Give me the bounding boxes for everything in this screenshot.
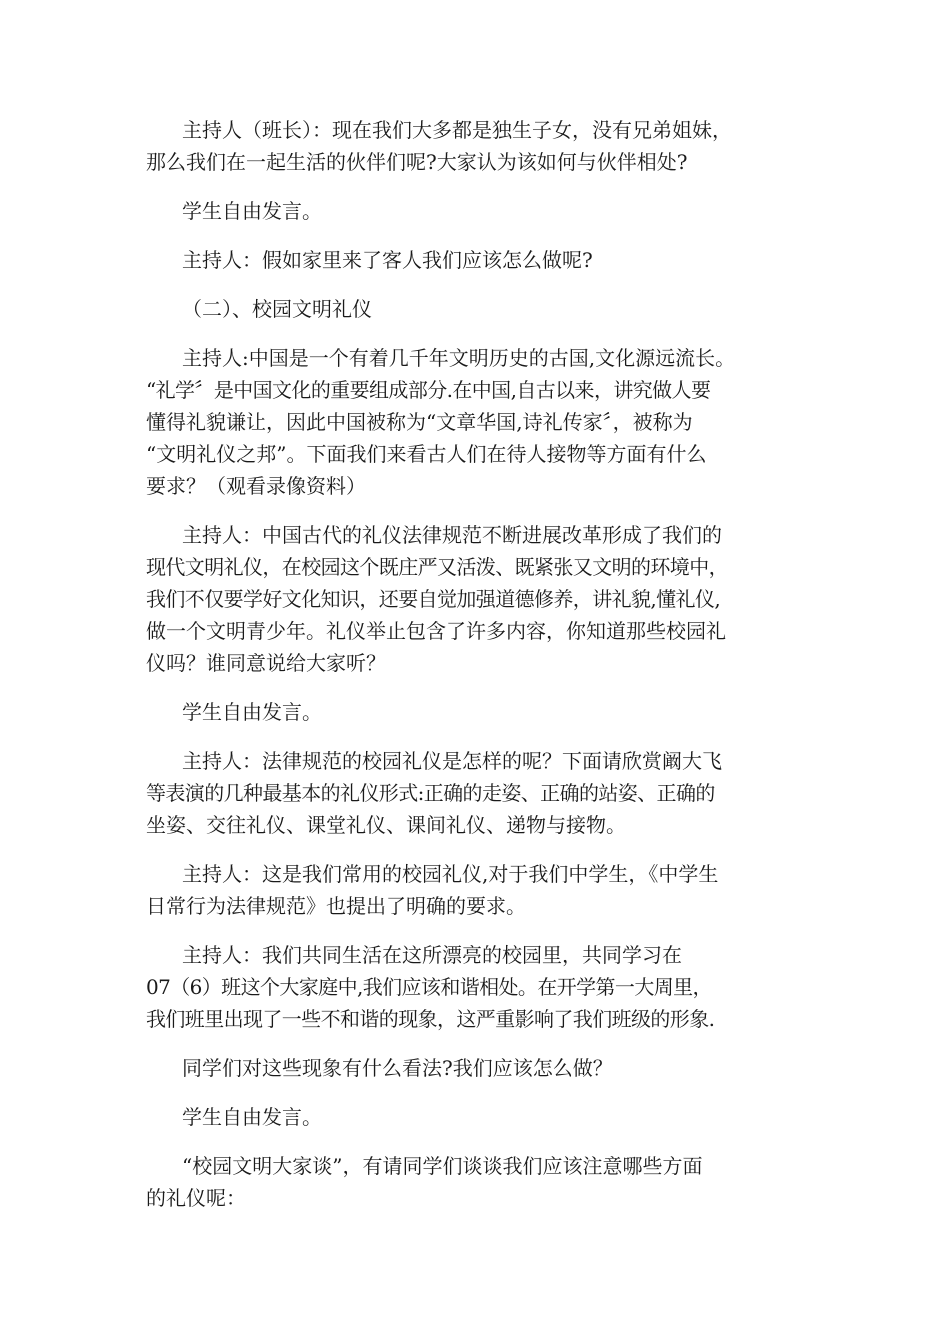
paragraph-11	[146, 1052, 816, 1084]
text-line: 日常行为法律规范》也提出了明确的要求。	[146, 894, 526, 918]
paragraph-2	[146, 195, 816, 227]
paragraph-3	[146, 244, 816, 276]
paragraph-9	[146, 858, 816, 922]
text-line: 懂得礼貌谦让，因此中国被称为“文章华国,诗礼传家〞，被称为	[146, 410, 693, 434]
text-line: 我们班里出现了一些不和谐的现象，这严重影响了我们班级的形象.	[146, 1007, 715, 1031]
paragraph-13	[146, 1150, 816, 1214]
text-line: 学生自由发言。	[182, 1105, 322, 1129]
text-line: 主持人：法律规范的校园礼仪是怎样的呢？下面请欣赏阚大飞	[182, 749, 722, 773]
text-line: 那么我们在一起生活的伙伴们呢?大家认为该如何与伙伴相处?	[146, 150, 688, 174]
paragraph-8	[146, 745, 816, 841]
document-body	[146, 114, 816, 1231]
text-line: 仪吗？谁同意说给大家听？	[146, 651, 386, 675]
paragraph-1	[146, 114, 816, 178]
text-line: “校园文明大家谈”，有请同学们谈谈我们应该注意哪些方面	[182, 1154, 703, 1178]
text-line: 要求？（观看录像资料）	[146, 474, 366, 498]
heading-text: （二）、校园文明礼仪	[182, 297, 372, 321]
text-line: 做一个文明青少年。礼仪举止包含了许多内容，你知道那些校园礼	[146, 619, 726, 643]
paragraph-12	[146, 1101, 816, 1133]
text-line: 的礼仪呢：	[146, 1186, 246, 1210]
paragraph-5	[146, 342, 816, 502]
text-line: “礼学〞是中国文化的重要组成部分.在中国,自古以来，讲究做人要	[146, 378, 711, 402]
text-line: 学生自由发言。	[182, 199, 322, 223]
text-line: 同学们对这些现象有什么看法?我们应该怎么做？	[182, 1056, 613, 1080]
paragraph-10	[146, 939, 816, 1035]
text-line: 现代文明礼仪，在校园这个既庄严又活泼、既紧张又文明的环境中，	[146, 555, 728, 579]
text-line: 学生自由发言。	[182, 700, 322, 724]
text-line: 主持人：假如家里来了客人我们应该怎么做呢?	[182, 248, 593, 272]
paragraph-7	[146, 696, 816, 728]
text-line: 坐姿、交往礼仪、课堂礼仪、课间礼仪、递物与接物。	[146, 813, 626, 837]
text-line: 主持人（班长）：现在我们大多都是独生子女，没有兄弟姐妹，	[182, 118, 732, 142]
text-line: 07（6）班这个大家庭中,我们应该和谐相处。在开学第一大周里，	[146, 975, 712, 999]
text-line: “文明礼仪之邦”。下面我们来看古人们在待人接物等方面有什么	[146, 442, 707, 466]
text-line: 主持人:中国是一个有着几千年文明历史的古国,文化源远流长。	[182, 346, 736, 370]
section-heading	[146, 293, 816, 325]
text-line: 主持人：这是我们常用的校园礼仪,对于我们中学生，《中学生	[182, 862, 719, 886]
paragraph-6	[146, 519, 816, 679]
text-line: 主持人：我们共同生活在这所漂亮的校园里，共同学习在	[182, 943, 682, 967]
text-line: 主持人：中国古代的礼仪法律规范不断进展改革形成了我们的	[182, 523, 722, 547]
text-line: 等表演的几种最基本的礼仪形式:正确的走姿、正确的站姿、正确的	[146, 781, 715, 805]
text-line: 我们不仅要学好文化知识，还要自觉加强道德修养，讲礼貌,懂礼仪,	[146, 587, 721, 611]
